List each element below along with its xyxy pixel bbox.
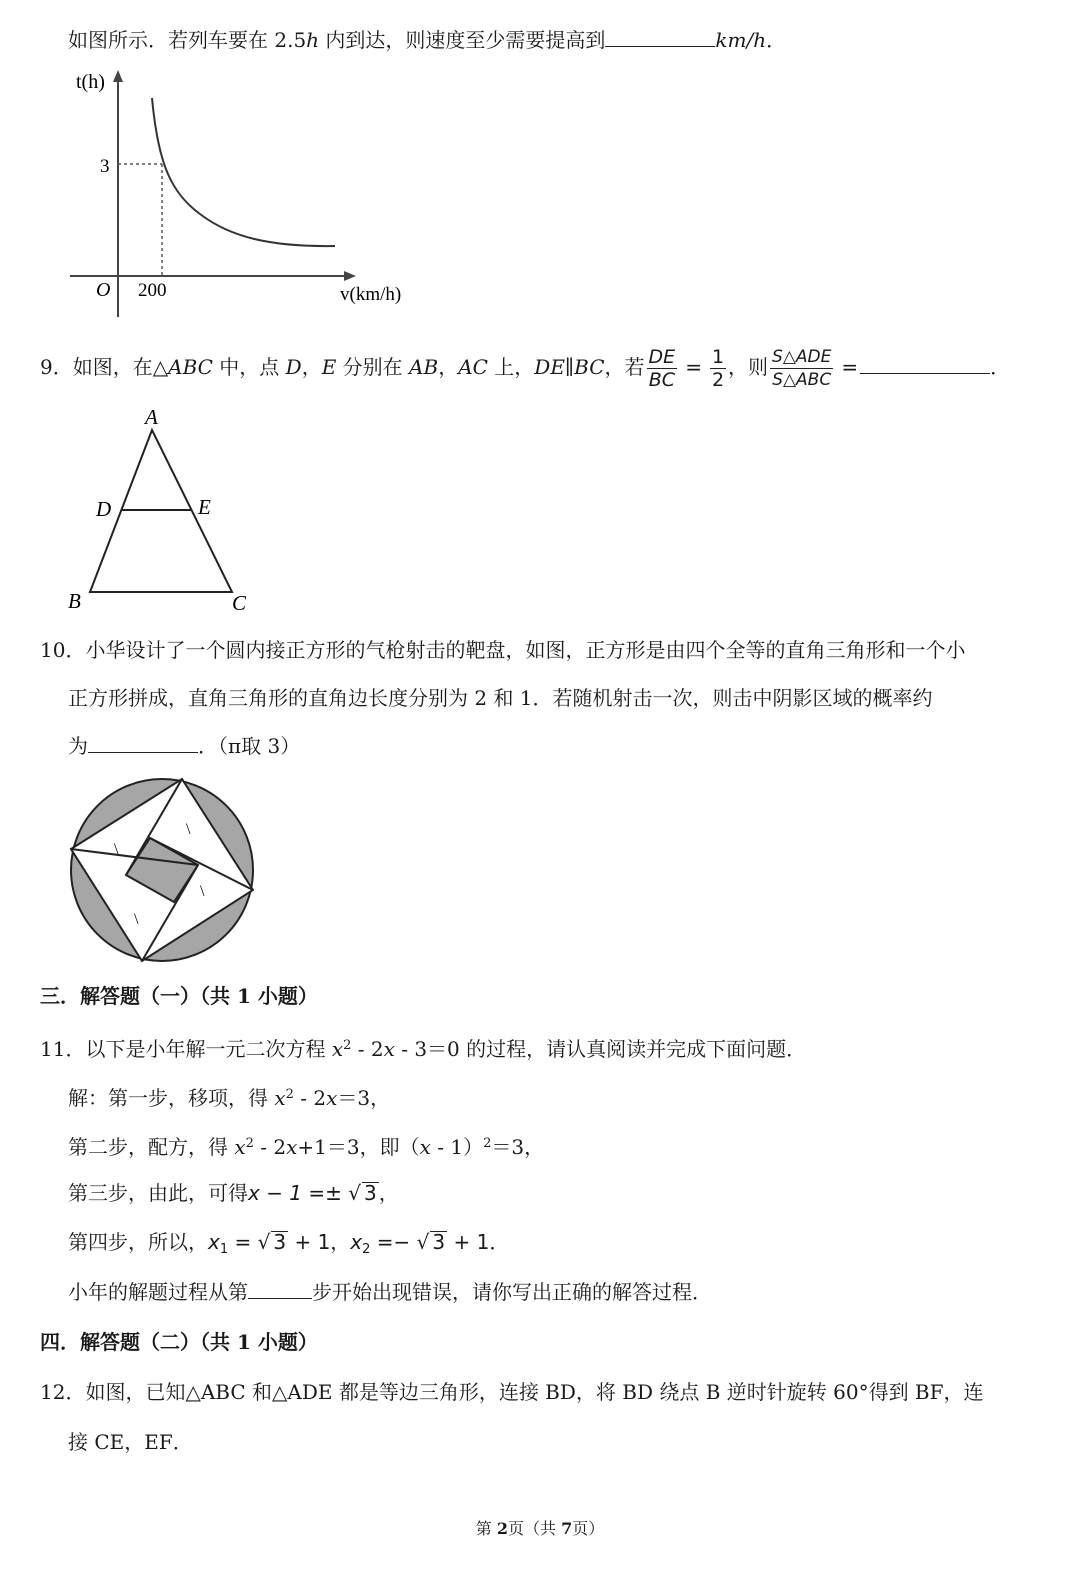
q11-intro: 11．以下是小年解一元二次方程 $x^2 - 2x - 3=0$ 的过程，请认真阅读并完成下面问题． bbox=[40, 1037, 807, 1061]
page-footer: 第 2页（共 7页） bbox=[475, 1519, 605, 1538]
q9-line: 9．如图，在△ABC 中，点 D，E 分别在 AB，AC 上，DE∥BC，若 $\frac{DE}{BC}$ = $\frac{1}{2}$ ，则 $\frac{\text{S△ADE}}{\text{S△ABC}}$ = ． bbox=[40, 346, 1011, 391]
q11-step-4: 第四步，所以，$x_1$ = √ 3 + 1，$x_2$ =− √ 3 + 1． bbox=[68, 1230, 510, 1257]
area-ratio-fraction: $\frac{\text{S△ADE}}{\text{S△ABC}}$ bbox=[772, 347, 832, 390]
point-e: E bbox=[198, 495, 211, 519]
time-speed-graph bbox=[60, 62, 430, 322]
q12-line-2: 接 CE，EF． bbox=[68, 1430, 193, 1454]
right-angle-mark: \ bbox=[200, 883, 205, 900]
right-angle-mark: \ bbox=[114, 841, 119, 858]
q10-line-2: 正方形拼成，直角三角形的直角边长度分别为 2 和 1．若随机射击一次，则击中阴影区域的概率约 bbox=[68, 686, 933, 710]
q8-line: 如图所示．若列车要在 2.5h 内到达，则速度至少需要提高到 km/h． bbox=[68, 28, 787, 52]
q11-step-1: 解：第一步，移项，得 $x^2 - 2x=3$， bbox=[68, 1086, 391, 1110]
answer-blank[interactable] bbox=[860, 372, 990, 374]
target-figure bbox=[62, 774, 262, 974]
section-3-heading: 三．解答题（一）（共 1 小题） bbox=[40, 984, 318, 1008]
q11-step-2: 第二步，配方，得 $x^2 - 2x+1=3$，即（x - 1）$^2$＝3， bbox=[68, 1135, 545, 1159]
answer-blank[interactable] bbox=[605, 45, 715, 47]
point-d: D bbox=[96, 497, 112, 521]
right-angle-mark: \ bbox=[134, 911, 139, 928]
answer-blank[interactable] bbox=[88, 751, 198, 753]
q10-line-3: 为 ．（π取 3） bbox=[68, 734, 301, 758]
y-axis-label: t(h) bbox=[76, 71, 105, 93]
vertex-b: B bbox=[68, 589, 81, 613]
answer-blank[interactable] bbox=[248, 1297, 312, 1299]
origin-label: O bbox=[96, 279, 111, 301]
vertex-c: C bbox=[232, 591, 247, 615]
x-tick-200: 200 bbox=[138, 280, 167, 301]
ratio-fraction: $\frac{DE}{BC}$ bbox=[648, 346, 676, 391]
y-tick-3: 3 bbox=[100, 156, 110, 177]
q11-step-3: 第三步，由此，可得x − 1 =± √ 3 ， bbox=[68, 1181, 399, 1205]
half-fraction: $\frac{1}{2}$ bbox=[711, 346, 725, 391]
q11-question: 小年的解题过程从第 步开始出现错误，请你写出正确的解答过程． bbox=[68, 1280, 712, 1304]
triangle-figure bbox=[60, 400, 260, 620]
x-axis-label: v(km/h) bbox=[340, 284, 402, 305]
section-4-heading: 四．解答题（二）（共 1 小题） bbox=[40, 1330, 318, 1354]
vertex-a: A bbox=[145, 405, 158, 429]
q10-line-1: 10．小华设计了一个圆内接正方形的气枪射击的靶盘，如图，正方形是由四个全等的直角三角形和一个小 bbox=[40, 638, 966, 662]
q12-line-1: 12．如图，已知△ABC 和△ADE 都是等边三角形，连接 BD，将 BD 绕点 B 逆时针旋转 60°得到 BF，连 bbox=[40, 1380, 984, 1404]
right-angle-mark: \ bbox=[186, 821, 191, 838]
